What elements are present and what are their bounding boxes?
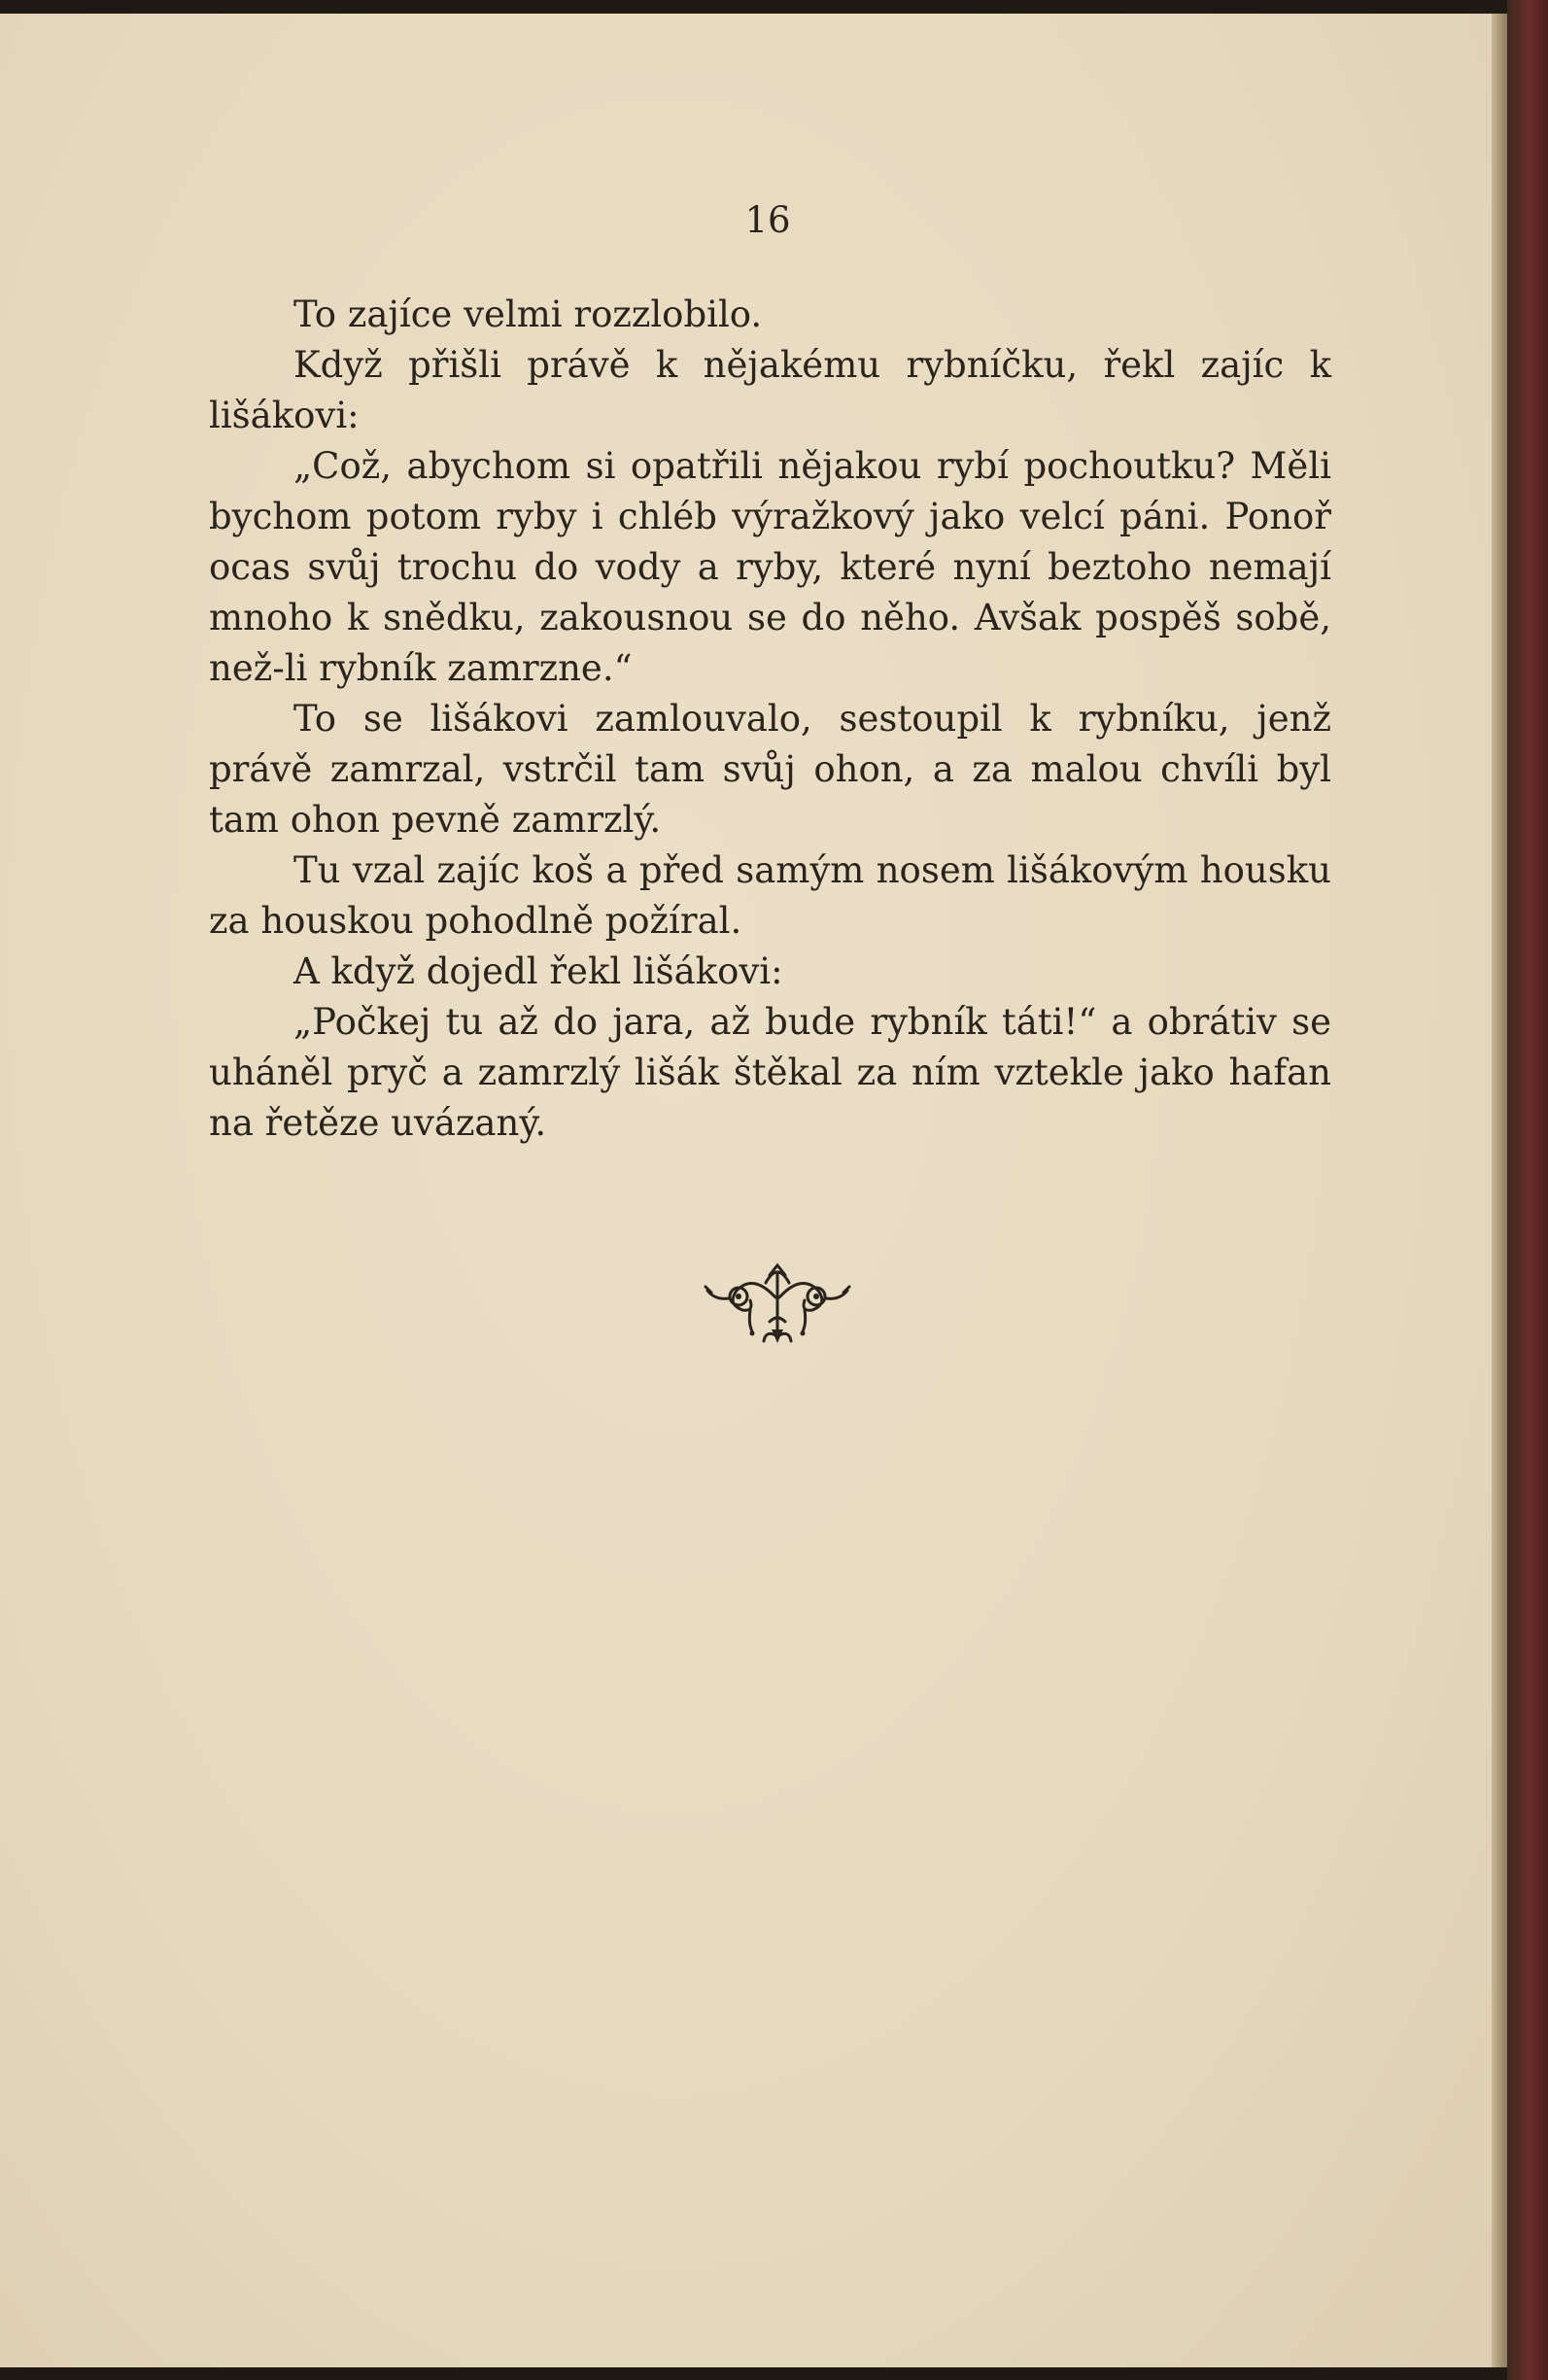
book-cover-edge	[1507, 0, 1548, 2380]
body-text	[209, 290, 1331, 1149]
paragraph-5: Tu vzal zajíc koš a před samým nosem lišákovým housku za houskou pohodlně požíral.	[209, 849, 1331, 942]
paragraph-1: To zajíce velmi rozzlobilo.	[293, 293, 763, 335]
paragraph-6: A když dojedl řekl lišákovi:	[293, 950, 783, 992]
paragraph-2: Když přišli právě k nějakému rybníčku, řekl zajíc k lišákovi:	[209, 344, 1331, 436]
paragraph-3: „Což, abychom si opatřili nějakou rybí pochoutku? Měli bychom potom ryby i chléb výražkový jako velcí páni. Ponoř ocas svůj trochu do vody a ryby, které nyní beztoho nemají mnoho k snědku, zakousnou se do něho. Avšak pospěš sobě, než-li rybník zamrzne.“	[209, 445, 1331, 689]
paragraph-4: To se lišákovi zamlouvalo, sestoupil k rybníku, jenž právě zamrzal, vstrčil tam svůj ohon, a za malou chvíli byl tam ohon pevně zamrzlý.	[209, 698, 1331, 841]
page-edge	[1492, 14, 1507, 2367]
paragraph-7: „Počkej tu až do jara, až bude rybník táti!“ a obrátiv se uháněl pryč a zamrzlý lišák štěkal za ním vztekle jako hafan na řetěze uvázaný.	[209, 1001, 1331, 1144]
page-number: 16	[744, 199, 791, 241]
floral-vignette-icon	[700, 1254, 855, 1351]
